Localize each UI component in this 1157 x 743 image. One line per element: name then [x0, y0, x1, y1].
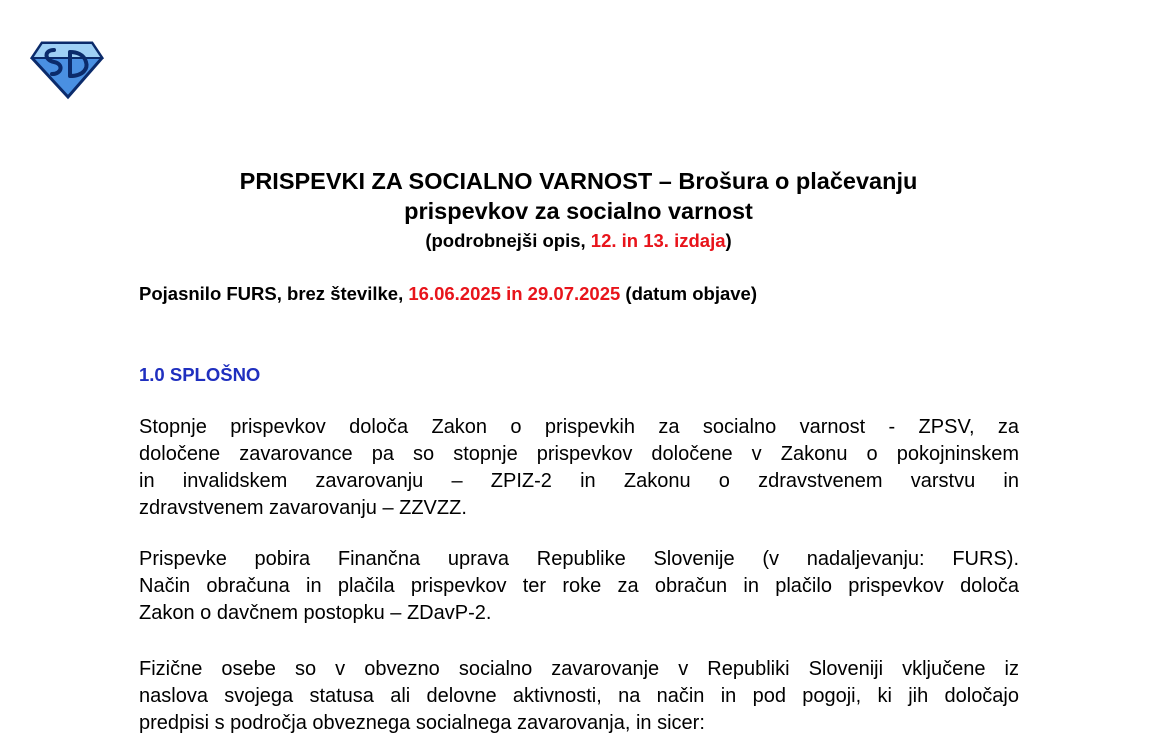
- document-title-line-1: PRISPEVKI ZA SOCIALNO VARNOST – Brošura o plačevanju: [239, 168, 918, 194]
- paragraph-line: Način obračuna in plačila prispevkov ter roke za obračun in plačilo prispevkov določa: [139, 575, 1019, 597]
- subtitle-prefix: (podrobnejši opis,: [425, 230, 591, 251]
- paragraph-3: [139, 656, 1019, 737]
- paragraph-line: naslova svojega statusa ali delovne aktivnosti, na način in pod pogoji, ki jih določajo: [139, 685, 1019, 707]
- publication-dates: 16.06.2025 in 29.07.2025: [408, 283, 621, 304]
- paragraph-1: [139, 414, 1019, 522]
- paragraph-line: in invalidskem zavarovanju – ZPIZ-2 in Zakonu o zdravstvenem varstvu in: [139, 470, 1019, 492]
- paragraph-line: določene zavarovance pa so stopnje prispevkov določene v Zakonu o pokojninskem: [139, 443, 1019, 465]
- paragraph-line: Fizične osebe so v obvezno socialno zavarovanje v Republiki Sloveniji vključene iz: [139, 658, 1019, 680]
- paragraph-line: predpisi s področja obveznega socialnega zavarovanja, in sicer:: [139, 712, 705, 734]
- subtitle-suffix: ): [725, 230, 732, 251]
- edition-highlight: 12. in 13. izdaja: [590, 230, 726, 251]
- paragraph-line: Zakon o davčnem postopku – ZDavP-2.: [139, 602, 492, 624]
- paragraph-2: [139, 546, 1019, 627]
- document-title-line-2: prispevkov za socialno varnost: [404, 198, 753, 224]
- diamond-shield-logo-icon: [30, 40, 104, 100]
- document-subtitle: [0, 229, 1157, 253]
- paragraph-line: zdravstvenem zavarovanju – ZZVZZ.: [139, 497, 467, 519]
- furs-explanation: [139, 282, 757, 306]
- paragraph-line: Stopnje prispevkov določa Zakon o prispevkih za socialno varnost - ZPSV, za: [139, 416, 1019, 438]
- paragraph-line: Prispevke pobira Finančna uprava Republike Slovenije (v nadaljevanju: FURS).: [139, 548, 1019, 570]
- section-heading: 1.0 SPLOŠNO: [139, 364, 261, 385]
- explanation-suffix: (datum objave): [620, 283, 757, 304]
- explanation-prefix: Pojasnilo FURS, brez številke,: [139, 283, 409, 304]
